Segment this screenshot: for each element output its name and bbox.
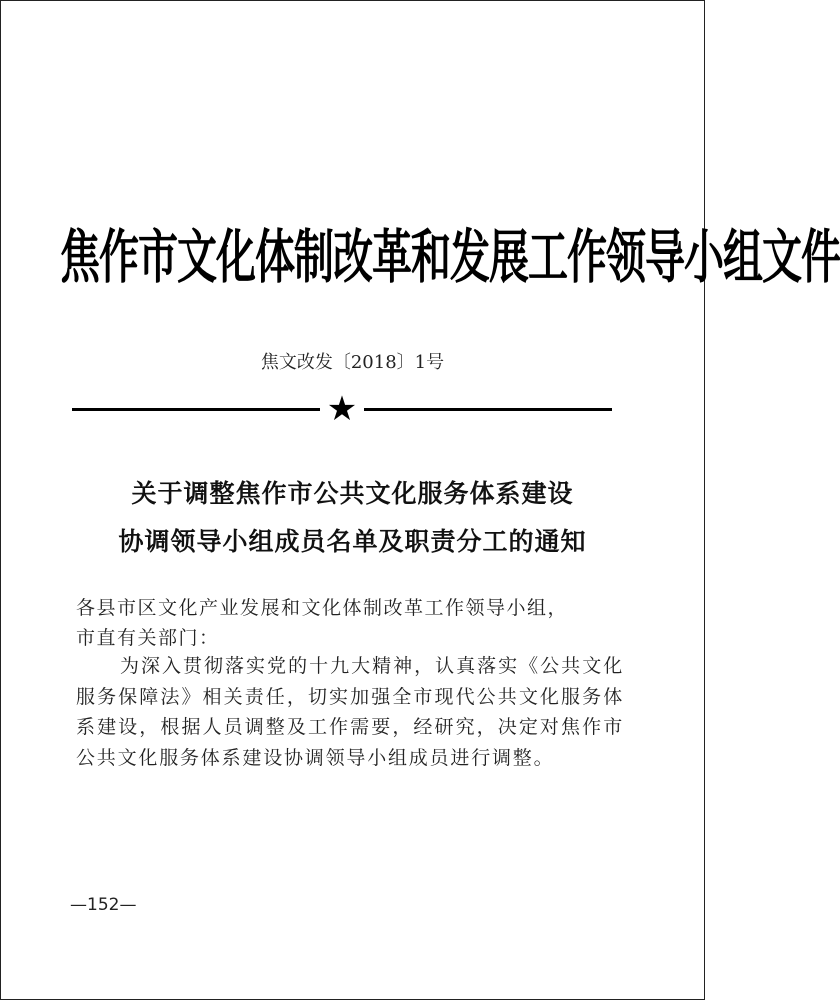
document-number: 焦文改发〔2018〕1号: [260, 352, 445, 373]
divider-line-left: [72, 408, 320, 411]
notice-title-line-2: 协调领导小组成员名单及职责分工的通知: [118, 527, 587, 556]
body-paragraph: 为深入贯彻落实党的十九大精神，认真落实《公共文化服务保障法》相关责任，切实加强全市现代公共文化服务体系建设，根据人员调整及工作需要，经研究，决定对焦作市公共文化服务体系建设协调领导小组成员进行调整。: [76, 655, 624, 769]
divider-line-right: [364, 408, 612, 411]
notice-title-line-1: 关于调整焦作市公共文化服务体系建设: [131, 479, 574, 508]
star-icon: ★: [326, 389, 358, 429]
header-divider: [72, 389, 612, 429]
document-header-title: 焦作市文化体制改革和发展工作领导小组文件: [60, 224, 840, 292]
addressee-line-1: 各县市区文化产业发展和文化体制改革工作领导小组，: [76, 597, 569, 619]
addressee-line-2: 市直有关部门：: [76, 627, 220, 649]
page-number: —152—: [70, 895, 137, 915]
